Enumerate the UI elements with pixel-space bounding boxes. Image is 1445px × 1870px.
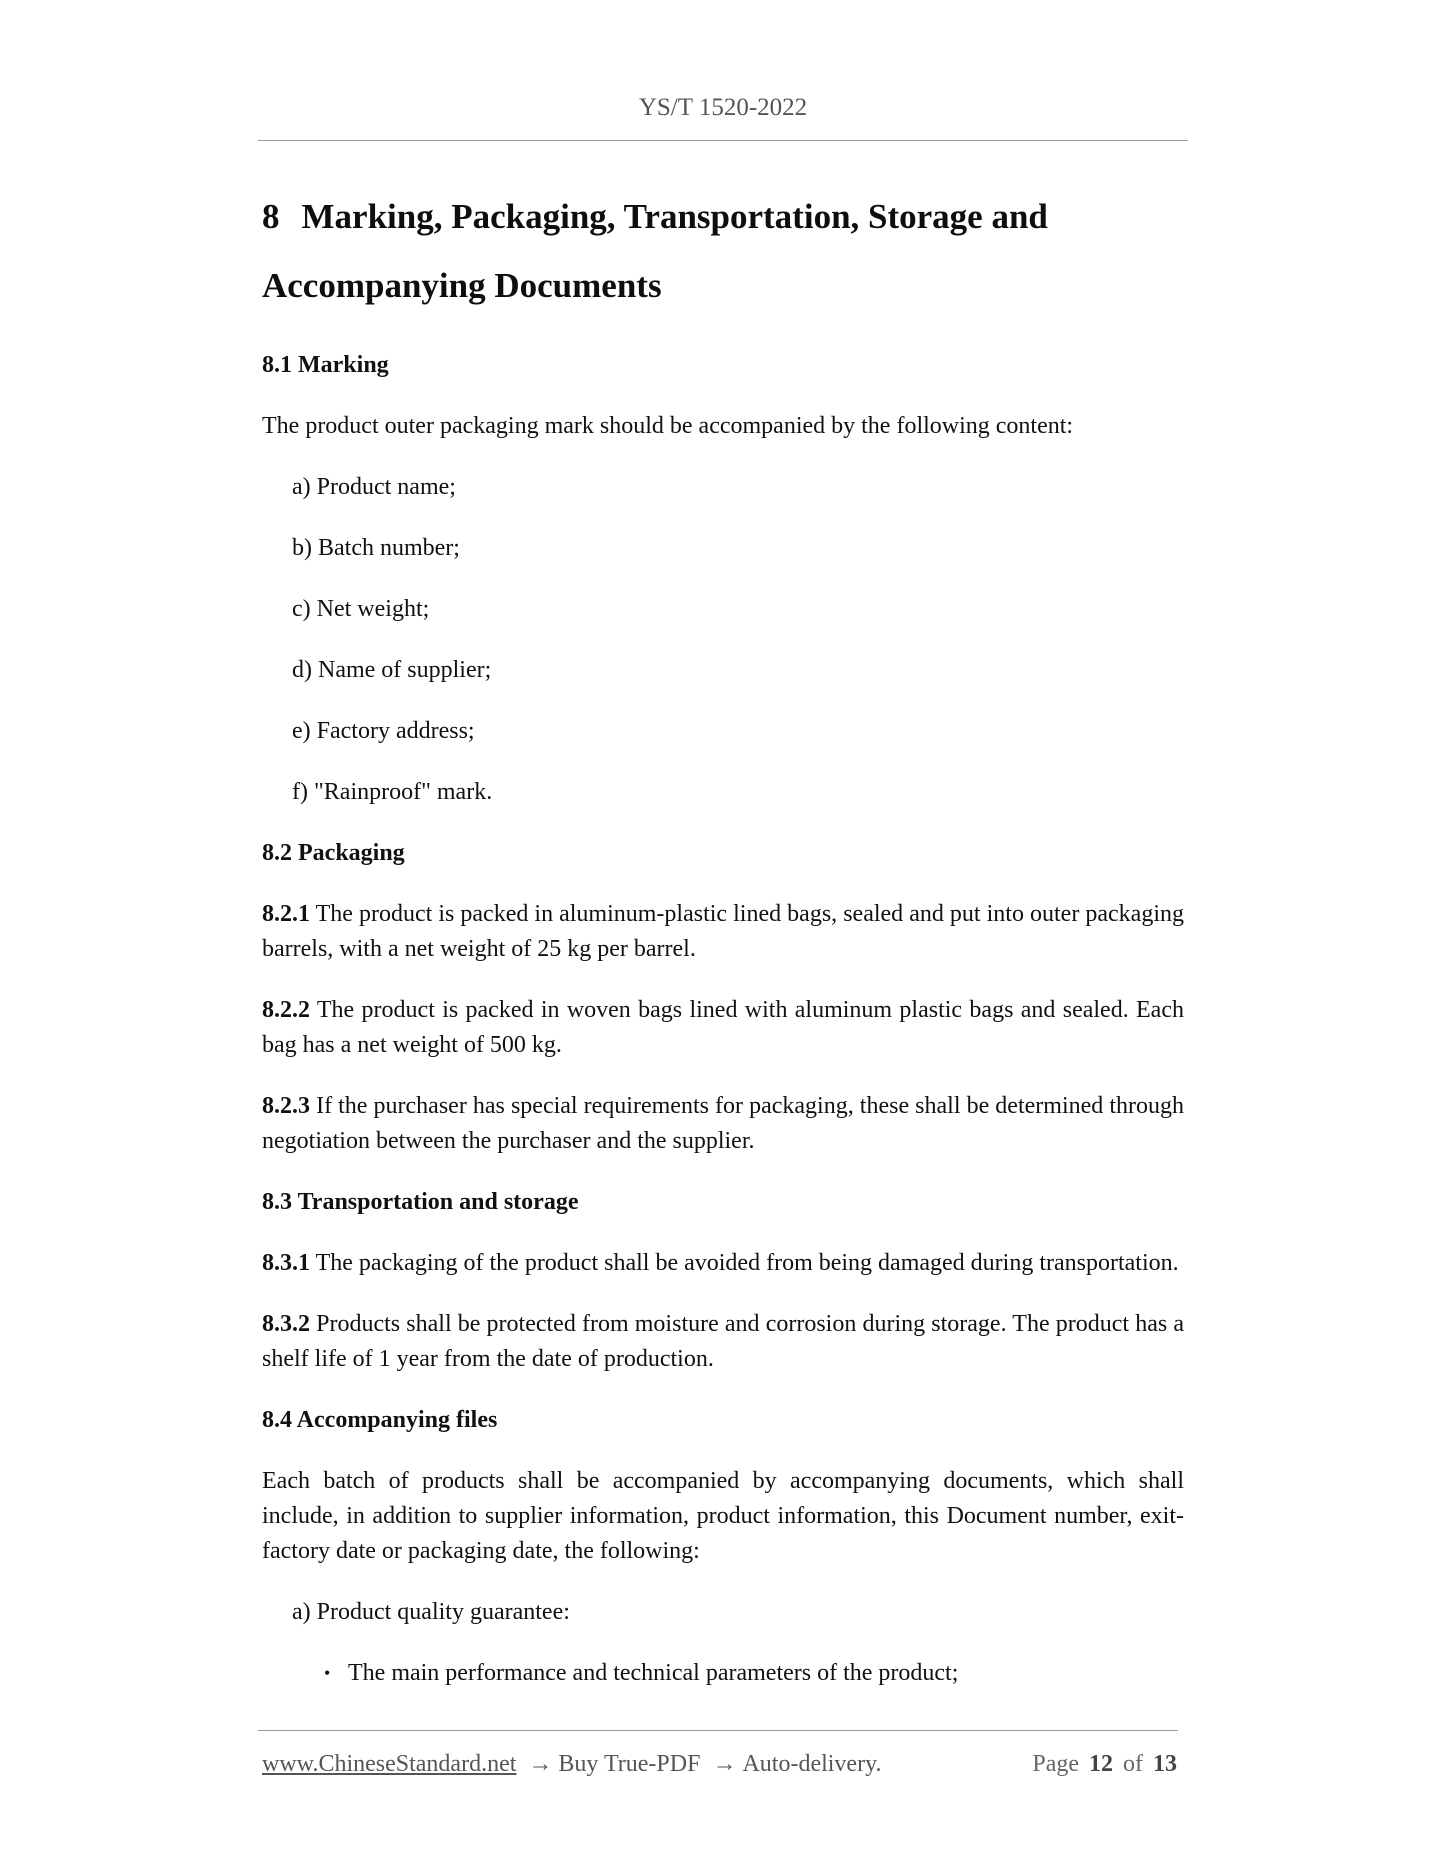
section-number: 8 — [262, 197, 280, 236]
accompanying-bullet — [262, 1656, 1184, 1690]
heading-8-4: 8.4 Accompanying files — [262, 1407, 498, 1433]
marking-item-a: a) Product name; — [292, 474, 456, 500]
header-doc-id: YS/T 1520-2022 — [638, 94, 808, 121]
para-8-3-1 — [262, 1246, 1184, 1281]
page-content — [262, 190, 1184, 1690]
footer-promo — [262, 1748, 882, 1780]
para-8-2-2 — [262, 993, 1184, 1063]
para-8-2-3 — [262, 1089, 1184, 1159]
footer-divider — [258, 1730, 1178, 1731]
header-divider — [258, 140, 1188, 141]
marking-item-e: e) Factory address; — [292, 718, 475, 744]
page-indicator — [1032, 1748, 1177, 1780]
marking-item-f: f) "Rainproof" mark. — [292, 779, 493, 805]
of-label: of — [1123, 1751, 1143, 1777]
bullet-icon: • — [324, 1663, 331, 1683]
page-number: 12 — [1089, 1751, 1113, 1777]
auto-delivery-text: Auto-delivery. — [742, 1751, 882, 1777]
clause-text: The product is packed in woven bags lined with aluminum plastic bags and sealed. Each bag has a net weight of 500 kg. — [262, 997, 1184, 1058]
page-label: Page — [1032, 1751, 1079, 1777]
marking-item-c: c) Net weight; — [292, 596, 430, 622]
section-heading — [262, 182, 1184, 320]
marking-intro: The product outer packaging mark should be accompanied by the following content: — [262, 413, 1074, 439]
clause-number: 8.2.3 — [262, 1093, 310, 1119]
marking-item-b: b) Batch number; — [292, 535, 460, 561]
clause-text: If the purchaser has special requirements for packaging, these shall be determined through negotiation between the purchaser and the supplier. — [262, 1093, 1184, 1154]
accompanying-item-a: a) Product quality guarantee: — [292, 1599, 570, 1625]
para-8-2-1 — [262, 897, 1184, 967]
buy-pdf-text: Buy True-PDF — [558, 1751, 701, 1777]
clause-number: 8.2.1 — [262, 901, 310, 927]
clause-text: The product is packed in aluminum-plastic lined bags, sealed and put into outer packaging barrels, with a net weight of 25 kg per barrel. — [262, 901, 1184, 962]
clause-number: 8.3.2 — [262, 1311, 310, 1337]
heading-8-3: 8.3 Transportation and storage — [262, 1189, 579, 1215]
heading-8-2: 8.2 Packaging — [262, 840, 405, 866]
section-title-line1: Marking, Packaging, Transportation, Storage and — [301, 197, 1048, 236]
bullet-text: The main performance and technical parameters of the product; — [348, 1660, 959, 1686]
website-link[interactable]: www.ChineseStandard.net — [262, 1751, 517, 1777]
page-total: 13 — [1153, 1751, 1177, 1777]
clause-text: Products shall be protected from moisture and corrosion during storage. The product has a shelf life of 1 year from the date of production. — [262, 1311, 1184, 1372]
marking-item-d: d) Name of supplier; — [292, 657, 492, 683]
para-8-3-2 — [262, 1307, 1184, 1377]
clause-number: 8.3.1 — [262, 1250, 310, 1276]
arrow-right-icon: → — [528, 1751, 553, 1777]
accompanying-intro: Each batch of products shall be accompanied by accompanying documents, which shall include, in addition to supplier information, product information, this Document number, exit-factory date or packaging date, the following: — [262, 1468, 1184, 1564]
arrow-right-icon: → — [712, 1751, 737, 1777]
heading-8-1: 8.1 Marking — [262, 352, 389, 378]
clause-number: 8.2.2 — [262, 997, 310, 1023]
clause-text: The packaging of the product shall be avoided from being damaged during transportation. — [310, 1250, 1179, 1276]
section-title-line2: Accompanying Documents — [262, 266, 662, 305]
